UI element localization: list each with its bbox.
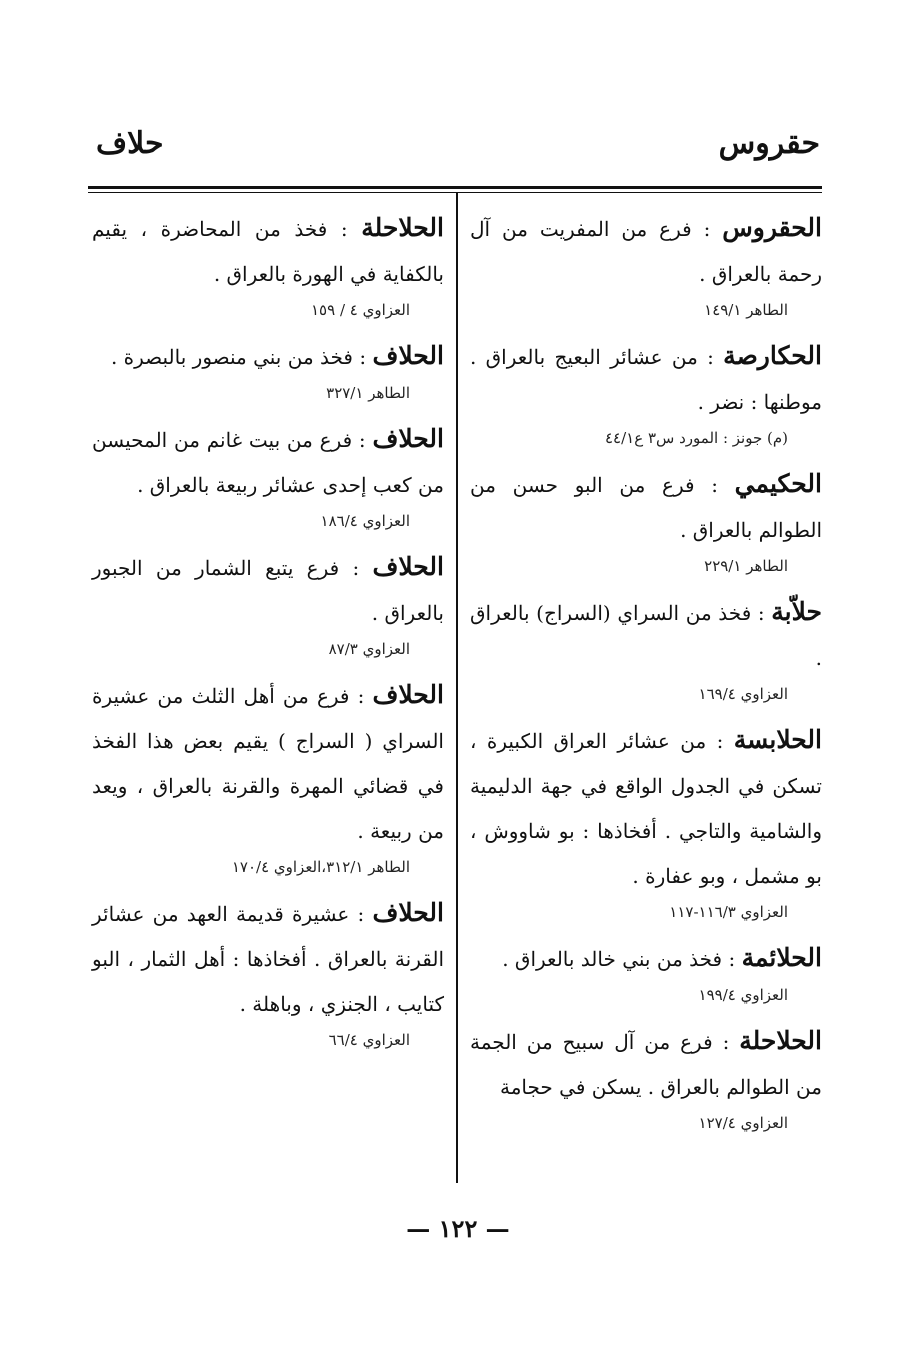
- entry-body: : فرع من المفريت من آل رحمة بالعراق .: [470, 217, 822, 286]
- entry-body: : فخذ من بني منصور بالبصرة .: [110, 345, 373, 369]
- entry-body: : من عشائر العراق الكبيرة ، تسكن في الجدول الواقع في جهة الدليمية والشامية والتاجي . أفخاذها : بو شاووش ، بو مشمل ، وبو عفارة .: [470, 729, 822, 888]
- entry: [470, 589, 822, 707]
- entry-reference: الطاهر ١٤٩/١: [704, 301, 788, 319]
- entry: [470, 461, 822, 579]
- entry: [92, 205, 444, 323]
- entry-headword: الحكيمي: [734, 469, 822, 498]
- entry-headword: الحلاف: [372, 898, 444, 927]
- entry-headword: الحلاحلة: [739, 1026, 822, 1055]
- entry: [92, 416, 444, 534]
- running-head-left: حلاف: [96, 126, 164, 161]
- entry-reference: العزاوي ٨٧/٣: [328, 640, 410, 658]
- entry: [92, 890, 444, 1053]
- entry-body: : فرع من بيت غانم من المحيسن من كعب إحدى عشائر ربيعة بالعراق .: [92, 428, 444, 497]
- page-number: — ١٢٢ —: [406, 1214, 510, 1243]
- entry-reference: العزاوي ١٩٩/٤: [698, 986, 788, 1004]
- header-rule-thick: [88, 186, 822, 189]
- entry-headword: الحلابسة: [733, 725, 822, 754]
- entry-body: : فخذ من المحاضرة ، يقيم بالكفاية في الهورة بالعراق .: [92, 217, 444, 286]
- entry-body: : فخذ من بني خالد بالعراق .: [502, 947, 742, 971]
- entry-headword: حلاّبة: [771, 597, 822, 626]
- entry: [470, 1018, 822, 1136]
- entry-reference: الطاهر ٣٢٧/١: [326, 384, 410, 402]
- entry: [92, 672, 444, 880]
- entry: [92, 333, 444, 406]
- entry-headword: الحلاحلة: [361, 213, 444, 242]
- entry-reference: (م) جونز : المورد س٣ ع٤٤/١: [605, 429, 788, 447]
- entry-reference: العزاوي ١٨٦/٤: [320, 512, 410, 530]
- entry-body: : فرع يتبع الشمار من الجبور بالعراق .: [92, 556, 444, 625]
- entry-body: : فخذ من السراي (السراج) بالعراق .: [470, 601, 822, 670]
- entry: [470, 717, 822, 925]
- entry-reference: العزاوي ١٢٧/٤: [698, 1114, 788, 1132]
- entry-headword: الحلاف: [372, 341, 444, 370]
- entry-headword: الحلاف: [372, 552, 444, 581]
- column-left: [92, 205, 444, 1063]
- entry-body: : فرع من البو حسن من الطوالم بالعراق .: [470, 473, 822, 542]
- column-right: [470, 205, 822, 1146]
- entry: [470, 333, 822, 451]
- entry-body: : فرع من آل سبيح من الجمة من الطوالم بالعراق . يسكن في حجامة: [470, 1030, 822, 1099]
- entry-headword: الحلاف: [372, 680, 444, 709]
- entry: [470, 205, 822, 323]
- header-rule-thin: [88, 192, 822, 193]
- entry-headword: الحكارصة: [723, 341, 822, 370]
- entry-headword: الحقروس: [722, 213, 822, 242]
- entry-reference: الطاهر ٣١٢/١،العزاوي ١٧٠/٤: [231, 858, 410, 876]
- entry-reference: العزاوي ١١٦/٣-١١٧: [669, 903, 788, 921]
- entry-reference: الطاهر ٢٢٩/١: [704, 557, 788, 575]
- entry-reference: العزاوي ١٦٩/٤: [698, 685, 788, 703]
- entry-body: : فرع من أهل الثلث من عشيرة السراي ( السراج ) يقيم بعض هذا الفخذ في قضائي المهرة والقرنة بالعراق ، ويعد من ربيعة .: [92, 684, 444, 843]
- entry: [92, 544, 444, 662]
- entry-reference: العزاوي ٤ / ١٥٩: [311, 301, 410, 319]
- entry-reference: العزاوي ٦٦/٤: [328, 1031, 410, 1049]
- entry: [470, 935, 822, 1008]
- entry-body: : عشيرة قديمة العهد من عشائر القرنة بالعراق . أفخاذها : أهل الثمار ، البو كتايب ، الجنزي ، وباهلة .: [92, 902, 444, 1016]
- entry-headword: الحلاف: [372, 424, 444, 453]
- entry-body: : من عشائر البعيج بالعراق . موطنها : نضر .: [470, 345, 822, 414]
- column-divider: [456, 193, 458, 1183]
- entry-headword: الحلائمة: [741, 943, 822, 972]
- running-head-right: حقروس: [718, 126, 820, 161]
